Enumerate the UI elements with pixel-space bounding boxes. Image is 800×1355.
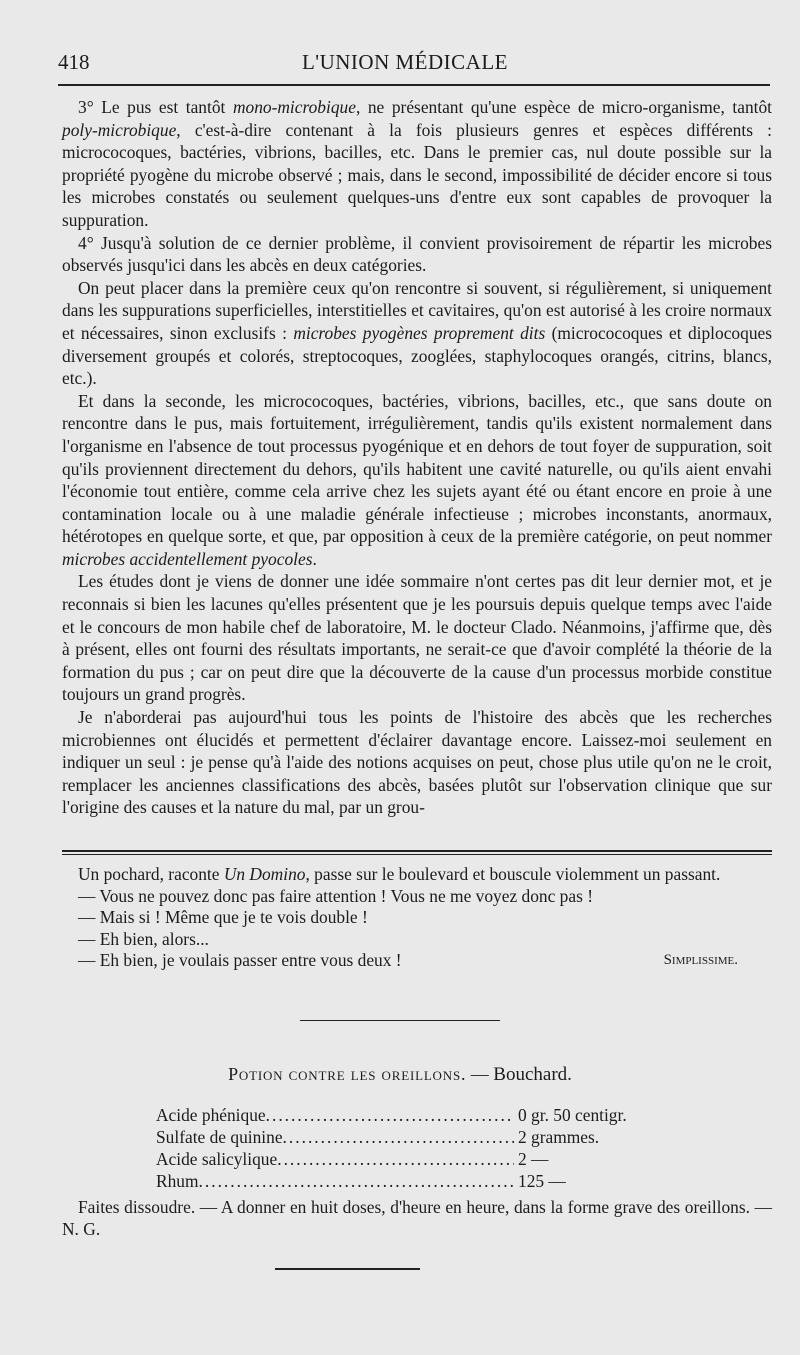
recipe-author: Bouchard.	[493, 1064, 572, 1085]
paragraph-4: 4° Jusqu'à solution de ce dernier problème, il convient provisoirement de répartir les microbes observés jusqu'ici dans les abcès en deux catégories.	[62, 232, 772, 276]
ingredient-quantity: 125 —	[518, 1171, 566, 1191]
ingredient-row	[156, 1148, 656, 1170]
header-rule	[58, 84, 770, 86]
article-body	[62, 96, 772, 819]
dialogue-line: — Vous ne pouvez donc pas faire attention ! Vous ne me voyez donc pas !	[78, 885, 593, 906]
separator-rule	[300, 1020, 500, 1021]
anecdote-intro: Un pochard, raconte Un Domino, passe sur le boulevard et bouscule violemment un passant.	[78, 864, 721, 884]
ingredient-list	[156, 1104, 656, 1192]
page-number: 418	[58, 50, 90, 74]
end-rule	[275, 1268, 420, 1270]
paragraph-studies: Les études dont je viens de donner une idée sommaire n'ont certes pas dit leur dernier mot, et je reconnais si bien les lacunes qu'elles présentent que je les poursuis depuis quelque temps avec l'aide et le concours de mon habile chef de laboratoire, M. le docteur Clado. Néanmoins, j'affirme que, dès à présent, elles ont fourni des résultats importants, ne serait-ce que d'avoir complété la théorie de la formation du pus ; car on peut dire que la découverte de la cause d'un processus morbide constitue toujours un grand progrès.	[62, 571, 772, 705]
ingredient-row	[156, 1170, 656, 1192]
ingredient-quantity: 2 grammes.	[518, 1127, 600, 1147]
ingredient-name: Acide salicylique	[156, 1149, 278, 1169]
page-header	[58, 50, 752, 80]
dialogue-line: — Eh bien, alors...	[78, 928, 209, 949]
paragraph-classification: Je n'aborderai pas aujourd'hui tous les points de l'histoire des abcès que les recherches microbiennes ont élucidés et permettent d'éclairer davantage encore. Laissez-moi seulement en indiquer un seul : je pense qu'à l'aide des notions acquises on peut, chose plus utile qu'on ne le croit, remplacer les anciennes classifications des abcès, basées plutôt sur l'observation clinique que sur l'origine des causes et la nature du mal, par un grou-	[62, 707, 772, 818]
dialogue-line: — Mais si ! Même que je te vois double !	[78, 907, 368, 927]
dialogue-line-last: — Eh bien, je voulais passer entre vous deux ! Simplissime.	[62, 950, 772, 972]
recipe-instructions: Faites dissoudre. — A donner en huit doses, d'heure en heure, dans la forme grave des oreillons. — N. G.	[62, 1197, 772, 1239]
paragraph-first-category: On peut placer dans la première ceux qu'on rencontre si souvent, si régulièrement, si uniquement dans les suppurations superficielles, interstitielles et cavitaires, qu'on est autorisé à les croire normaux et nécessaires, sinon exclusifs : microbes pyogènes proprement dits (micrococoques et diplocoques diversement groupés et colorés, streptocoques, zooglées, staphylocoques orangés, citrins, blancs, etc.).	[62, 277, 773, 389]
recipe-title: Potion contre les oreillons. — Bouchard.	[228, 1064, 572, 1085]
running-title: L'UNION MÉDICALE	[301, 50, 508, 74]
paragraph-second-category: Et dans la seconde, les micrococoques, bactéries, vibrions, bacilles, etc., que sans doute on rencontre dans le pus, mais fortuitement, irrégulièrement, tandis qu'ils existent normalement dans l'organisme en l'absence de tout processus pyogénique et en dehors de tout foyer de suppuration, soit qu'ils proviennent directement du dehors, qu'ils habitent une cavité naturelle, ou qu'ils aient envahi l'économie tout entière, comme cela arrive chez les sujets ayant été ou étant encore en proie à une contamination locale ou à une maladie générale infectieuse ; microbes inconstants, anormaux, hétérotopes en quelque sorte, et que, par opposition à ceux de la première catégorie, on peut nommer microbes accidentellement pyocoles.	[62, 390, 772, 569]
ingredient-name: Acide phénique	[156, 1105, 266, 1125]
ingredient-row	[156, 1126, 656, 1148]
ingredient-quantity: 2 —	[518, 1149, 549, 1169]
section-double-rule	[62, 850, 772, 855]
ingredient-row	[156, 1104, 656, 1126]
anecdote	[62, 864, 772, 972]
anecdote-signature: Simplissime.	[663, 952, 738, 968]
ingredient-name: Rhum	[156, 1171, 199, 1191]
ingredient-name: Sulfate de quinine	[156, 1127, 283, 1147]
ingredient-quantity: 0 gr. 50 centigr.	[518, 1105, 627, 1125]
paragraph-3: 3° Le pus est tantôt mono-microbique, ne présentant qu'une espèce de micro-organisme, tantôt poly-microbique, c'est-à-dire contenant à la fois plusieurs genres et espèces différents : micrococoques, bactéries, vibrions, bacilles, etc. Dans le premier cas, nul doute possible sur la propriété pyogène du microbe observé ; mais, dans le second, impossibilité de décider encore si tous les microbes constatés ou seulement quelques-uns d'entre eux sont capables de provoquer la suppuration.	[62, 97, 772, 230]
